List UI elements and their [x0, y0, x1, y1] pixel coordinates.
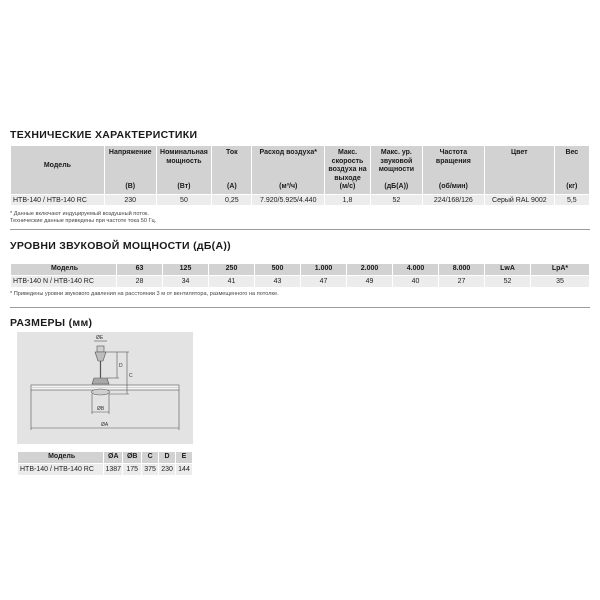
specs-header-cell: Напряжение (В): [105, 146, 156, 194]
sound-header-cell: 125: [163, 264, 208, 275]
table-cell: 0,25: [212, 195, 251, 205]
label-a: ØA: [101, 422, 109, 428]
table-cell: 49: [347, 276, 392, 287]
specs-header-cell: Номинальная мощность (Вт): [157, 146, 212, 194]
sound-header-cell: 4.000: [393, 264, 438, 275]
dimensions-header-cell: Модель: [18, 452, 103, 463]
dimensions-header-cell: D: [159, 452, 175, 463]
canopy: [95, 352, 106, 361]
ceiling-mount: [97, 346, 104, 352]
specs-header-cell: Макс. ур. звуковой мощности (дБ(А)): [371, 146, 422, 194]
dimensions-header-cell: ØB: [123, 452, 141, 463]
specs-table: [10, 145, 590, 206]
table-cell: 28: [117, 276, 162, 287]
fan-dimension-diagram: [17, 332, 193, 444]
sound-header-cell: 250: [209, 264, 254, 275]
table-cell: 41: [209, 276, 254, 287]
table-cell: 52: [371, 195, 422, 205]
specs-header-cell: Модель: [11, 146, 104, 194]
table-cell: 230: [105, 195, 156, 205]
table-cell: 1387: [105, 466, 122, 473]
sound-header-cell: 2.000: [347, 264, 392, 275]
specs-header-cell: Ток (А): [212, 146, 251, 194]
specs-header-row: [11, 146, 589, 194]
dimensions-header-cell: E: [176, 452, 192, 463]
table-cell: 375: [142, 464, 158, 475]
table-cell: 230: [159, 464, 175, 475]
table-cell: 50: [157, 195, 212, 205]
dimensions-title: РАЗМЕРЫ (мм): [10, 317, 93, 329]
sound-header-cell: LwA: [485, 264, 530, 275]
hub: [92, 389, 110, 395]
table-cell: 175: [123, 464, 141, 475]
table-cell: HTB-140 / HTB-140 RC: [18, 464, 103, 475]
table-cell: 27: [439, 276, 484, 287]
table-cell: HTB-140 / HTB-140 RC: [11, 195, 104, 205]
divider: [10, 229, 590, 230]
table-cell: 47: [301, 276, 346, 287]
specs-header-cell: Расход воздуха* (м³/ч): [252, 146, 324, 194]
fan-drawing: [17, 332, 193, 444]
dimensions-header-cell: C: [142, 452, 158, 463]
sound-header-cell: 8.000: [439, 264, 484, 275]
table-cell: HTB-140 N / HTB-140 RC: [11, 276, 116, 287]
sound-header-cell: Модель: [11, 264, 116, 275]
divider: [10, 307, 590, 308]
table-row: [18, 464, 192, 475]
table-cell: 52: [485, 276, 530, 287]
table-cell: 35: [531, 276, 589, 287]
motor-housing: [92, 378, 109, 384]
sound-header-row: [11, 264, 589, 275]
table-cell: 1,8: [325, 195, 370, 205]
table-cell: 224/168/126: [423, 195, 484, 205]
label-c: C: [129, 373, 133, 379]
specs-header-cell: Макс. скорость воздуха на выходе (м/с): [325, 146, 370, 194]
dimensions-header-cell: ØA: [104, 452, 122, 463]
specs-header-cell: Вес (кг): [555, 146, 589, 194]
table-row: [11, 276, 589, 287]
table-cell: 144: [176, 464, 192, 475]
label-e: ØE: [96, 335, 104, 341]
sound-header-cell: 63: [117, 264, 162, 275]
sound-title: УРОВНИ ЗВУКОВОЙ МОЩНОСТИ (дБ(А)): [10, 240, 231, 252]
sound-table: [10, 263, 590, 288]
sound-header-cell: LpA*: [531, 264, 589, 275]
specs-header-cell: Цвет: [485, 146, 554, 194]
sound-note: * Приведены уровни звукового давления на расстоянии 3 м от вентилятора, размещенного на потолке.: [10, 291, 279, 297]
table-cell: 5,5: [555, 195, 589, 205]
label-b: ØB: [97, 406, 105, 412]
table-cell: 43: [255, 276, 300, 287]
dimensions-table: [17, 451, 193, 476]
table-cell: Серый RAL 9002: [485, 195, 554, 205]
dimensions-header-row: [18, 452, 192, 463]
table-cell: 40: [393, 276, 438, 287]
table-cell: 34: [163, 276, 208, 287]
sound-header-cell: 1.000: [301, 264, 346, 275]
specs-header-cell: Частота вращения (об/мин): [423, 146, 484, 194]
sound-header-cell: 500: [255, 264, 300, 275]
specs-note: * Данные включают индуцируемый воздушный поток. Технические данные приведены при частоте тока 50 Гц.: [10, 211, 157, 224]
label-d: D: [119, 363, 123, 369]
table-row: [11, 195, 589, 205]
table-cell: 7.920/5.925/4.440: [252, 195, 324, 205]
specs-title: ТЕХНИЧЕСКИЕ ХАРАКТЕРИСТИКИ: [10, 129, 198, 141]
